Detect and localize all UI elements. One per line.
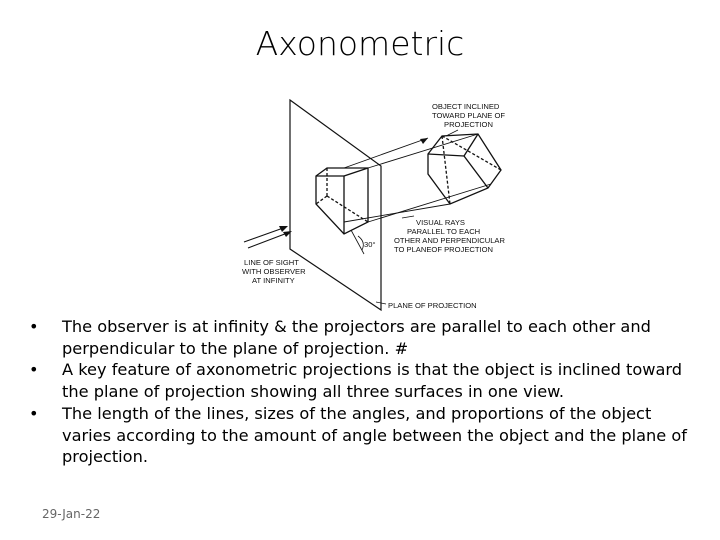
angle-line: [351, 230, 364, 254]
label-object-inclined: OBJECT INCLINED TOWARD PLANE OF PROJECTION: [432, 102, 505, 129]
projection-illustration: [226, 96, 526, 314]
bullet-item: • A key feature of axonometric projections is that the object is inclined toward the plane of projection showing all three surfaces in one view.: [28, 359, 688, 402]
sight-arrow-icon-2: [283, 231, 292, 237]
slide-title: Axonometric: [255, 24, 465, 63]
inclined-object: [428, 134, 501, 204]
ray-arrow-icon: [420, 138, 428, 144]
label-line-of-sight: LINE OF SIGHT WITH OBSERVER AT INFINITY: [242, 258, 306, 285]
slide-date: 29-Jan-22: [42, 507, 101, 521]
bullet-item: • The length of the lines, sizes of the angles, and proportions of the object varies according to the amount of angle between the object and the plane of projection.: [28, 403, 688, 468]
leader-lines: [376, 130, 458, 304]
axonometric-projection-diagram: [226, 96, 526, 314]
bullet-item: • The observer is at infinity & the projectors are parallel to each other and perpendicular to the plane of projection. #: [28, 316, 688, 359]
angle-label: 30°: [364, 240, 376, 249]
bullet-list: [28, 316, 688, 468]
projected-view: [316, 168, 368, 234]
label-visual-rays: VISUAL RAYS PARALLEL TO EACH OTHER AND PERPENDICULAR TO PLANEOF PROJECTION: [394, 218, 505, 254]
label-plane-of-projection: PLANE OF PROJECTION: [388, 301, 477, 310]
